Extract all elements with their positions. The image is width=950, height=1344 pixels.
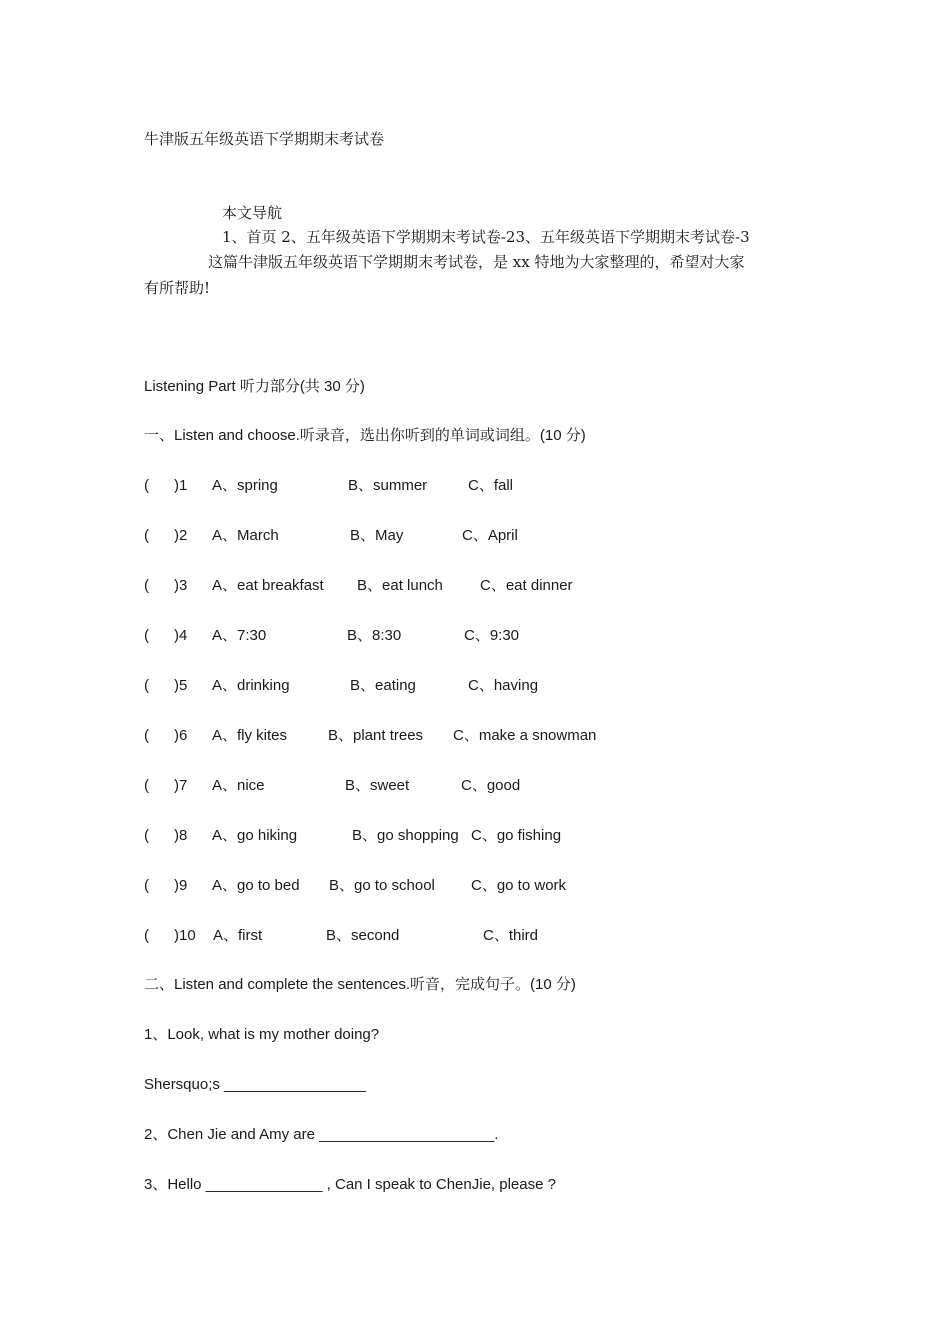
option-a: A、fly kites bbox=[212, 727, 288, 744]
answer-blank[interactable]: ( bbox=[144, 877, 149, 894]
intro-paragraph-line-2: 有所帮助! bbox=[144, 279, 211, 297]
question-number: )4 bbox=[174, 627, 188, 644]
option-c: C、9:30 bbox=[464, 627, 520, 644]
section-1-heading: 一、Listen and choose.听录音，选出你听到的单词或词组。(10 分) bbox=[144, 427, 586, 444]
answer-blank[interactable]: ( bbox=[144, 477, 149, 494]
option-c: C、April bbox=[462, 527, 518, 544]
question-row bbox=[144, 827, 844, 847]
listening-heading: Listening Part 听力部分(共 30 分) bbox=[144, 378, 365, 395]
question-row bbox=[144, 627, 844, 647]
option-c: C、go to work bbox=[471, 877, 567, 894]
question-row bbox=[144, 477, 844, 497]
option-a: A、go hiking bbox=[212, 827, 298, 844]
option-c: C、go fishing bbox=[471, 827, 562, 844]
option-a: A、nice bbox=[212, 777, 265, 794]
answer-blank[interactable]: ( bbox=[144, 527, 149, 544]
answer-blank[interactable]: ( bbox=[144, 777, 149, 794]
answer-blank[interactable]: ( bbox=[144, 577, 149, 594]
answer-blank[interactable]: ( bbox=[144, 827, 149, 844]
option-b: B、8:30 bbox=[347, 627, 402, 644]
question-number: )2 bbox=[174, 527, 188, 544]
question-row bbox=[144, 677, 844, 697]
answer-blank[interactable]: ( bbox=[144, 727, 149, 744]
question-row bbox=[144, 777, 844, 797]
option-a: A、go to bed bbox=[212, 877, 300, 894]
option-b: B、summer bbox=[348, 477, 428, 494]
sentence-line: Shersquo;s _________________ bbox=[144, 1076, 366, 1093]
nav-heading: 本文导航 bbox=[222, 204, 283, 222]
option-c: C、good bbox=[461, 777, 521, 794]
option-c: C、eat dinner bbox=[480, 577, 573, 594]
option-c: C、fall bbox=[468, 477, 514, 494]
question-number: )6 bbox=[174, 727, 188, 744]
question-number: )3 bbox=[174, 577, 188, 594]
question-number: )7 bbox=[174, 777, 188, 794]
option-b: B、eat lunch bbox=[357, 577, 443, 594]
option-b: B、go shopping bbox=[352, 827, 459, 844]
question-row bbox=[144, 927, 844, 947]
option-c: C、third bbox=[483, 927, 539, 944]
question-row bbox=[144, 727, 844, 747]
question-row bbox=[144, 527, 844, 547]
question-row bbox=[144, 577, 844, 597]
option-b: B、second bbox=[326, 927, 400, 944]
option-a: A、eat breakfast bbox=[212, 577, 324, 594]
intro-paragraph-line-1: 这篇牛津版五年级英语下学期期末考试卷，是 xx 特地为大家整理的，希望对大家 bbox=[208, 253, 745, 271]
question-number: )9 bbox=[174, 877, 188, 894]
option-a: A、spring bbox=[212, 477, 278, 494]
answer-blank[interactable]: ( bbox=[144, 677, 149, 694]
option-b: B、eating bbox=[350, 677, 416, 694]
option-a: A、drinking bbox=[212, 677, 290, 694]
option-a: A、March bbox=[212, 527, 279, 544]
question-number: )1 bbox=[174, 477, 188, 494]
sentence-line: 1、Look, what is my mother doing? bbox=[144, 1026, 380, 1043]
option-c: C、having bbox=[468, 677, 539, 694]
option-a: A、first bbox=[213, 927, 263, 944]
option-b: B、plant trees bbox=[328, 727, 424, 744]
sentence-line: 3、Hello ______________ , Can I speak to ChenJie, please ? bbox=[144, 1176, 556, 1193]
document-title: 牛津版五年级英语下学期期末考试卷 bbox=[144, 130, 385, 148]
option-b: B、go to school bbox=[329, 877, 435, 894]
option-c: C、make a snowman bbox=[453, 727, 597, 744]
answer-blank[interactable]: ( bbox=[144, 627, 149, 644]
question-number: )5 bbox=[174, 677, 188, 694]
sentence-line: 2、Chen Jie and Amy are _____________________. bbox=[144, 1126, 499, 1143]
option-b: B、sweet bbox=[345, 777, 410, 794]
question-row bbox=[144, 877, 844, 897]
nav-links[interactable]: 1、首页 2、五年级英语下学期期末考试卷-23、五年级英语下学期期末考试卷-3 bbox=[222, 228, 750, 246]
option-a: A、7:30 bbox=[212, 627, 267, 644]
option-b: B、May bbox=[350, 527, 404, 544]
question-number: )8 bbox=[174, 827, 188, 844]
section-2-heading: 二、Listen and complete the sentences.听音，完成句子。(10 分) bbox=[144, 976, 576, 993]
answer-blank[interactable]: ( bbox=[144, 927, 149, 944]
question-number: )10 bbox=[174, 927, 196, 944]
